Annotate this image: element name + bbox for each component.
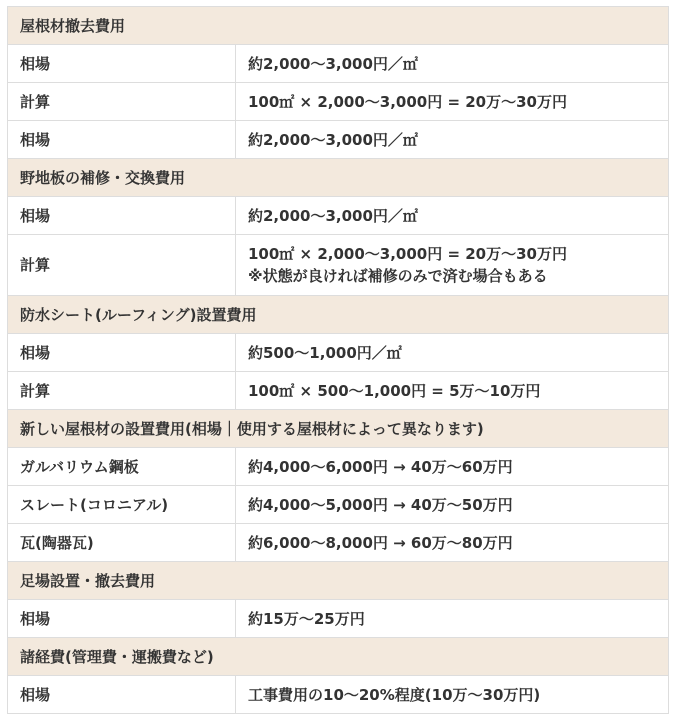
row-label: 相場: [8, 197, 236, 235]
section-title: 新しい屋根材の設置費用(相場｜使用する屋根材によって異なります): [8, 410, 669, 448]
section-title: 野地板の補修・交換費用: [8, 159, 669, 197]
row-value: [236, 83, 669, 121]
value-line: 約6,000〜8,000円 → 60万〜80万円: [248, 533, 513, 552]
row-value: [236, 372, 669, 410]
row-value: [236, 676, 669, 714]
table-row: [8, 235, 669, 296]
section-title: 足場設置・撤去費用: [8, 562, 669, 600]
value-line: 約4,000〜6,000円 → 40万〜60万円: [248, 457, 513, 476]
value-line: 約2,000〜3,000円／㎡: [248, 206, 418, 225]
table-row: [8, 486, 669, 524]
table-row: [8, 83, 669, 121]
table-row: [8, 676, 669, 714]
row-value: [236, 524, 669, 562]
section-header-row: [8, 410, 669, 448]
value-line: 約2,000〜3,000円／㎡: [248, 54, 418, 73]
row-label: 瓦(陶器瓦): [8, 524, 236, 562]
row-value: [236, 486, 669, 524]
row-value: [236, 45, 669, 83]
value-line: 100㎡ × 2,000〜3,000円 = 20万〜30万円: [248, 92, 567, 111]
row-value: [236, 448, 669, 486]
row-label: スレート(コロニアル): [8, 486, 236, 524]
row-label: 相場: [8, 676, 236, 714]
value-line: 約2,000〜3,000円／㎡: [248, 130, 418, 149]
value-line: ※状態が良ければ補修のみで済む場合もある: [248, 267, 548, 285]
row-label: 相場: [8, 121, 236, 159]
table-row: [8, 600, 669, 638]
section-header-row: [8, 638, 669, 676]
row-value: [236, 334, 669, 372]
cost-table: [7, 6, 669, 714]
value-line: 約4,000〜5,000円 → 40万〜50万円: [248, 495, 513, 514]
section-header-row: [8, 7, 669, 45]
table-row: [8, 197, 669, 235]
table-row: [8, 45, 669, 83]
row-label: 計算: [8, 235, 236, 296]
row-value: [236, 197, 669, 235]
section-header-row: [8, 159, 669, 197]
section-title: 防水シート(ルーフィング)設置費用: [8, 296, 669, 334]
row-label: 計算: [8, 83, 236, 121]
row-label: 相場: [8, 600, 236, 638]
row-value: [236, 121, 669, 159]
value-line: 100㎡ × 500〜1,000円 = 5万〜10万円: [248, 381, 541, 400]
value-line: 約15万〜25万円: [248, 609, 365, 628]
cost-table-body: [8, 7, 669, 714]
row-label: 相場: [8, 45, 236, 83]
value-line: 約500〜1,000円／㎡: [248, 343, 402, 362]
table-row: [8, 334, 669, 372]
table-row: [8, 372, 669, 410]
row-label: 相場: [8, 334, 236, 372]
row-label: ガルバリウム鋼板: [8, 448, 236, 486]
table-row: [8, 448, 669, 486]
row-value: [236, 235, 669, 296]
table-row: [8, 524, 669, 562]
section-title: 屋根材撤去費用: [8, 7, 669, 45]
table-row: [8, 121, 669, 159]
section-header-row: [8, 562, 669, 600]
section-header-row: [8, 296, 669, 334]
section-title: 諸経費(管理費・運搬費など): [8, 638, 669, 676]
value-line: 工事費用の10〜20%程度(10万〜30万円): [248, 685, 541, 704]
row-label: 計算: [8, 372, 236, 410]
row-value: [236, 600, 669, 638]
value-line: 100㎡ × 2,000〜3,000円 = 20万〜30万円: [248, 245, 567, 263]
